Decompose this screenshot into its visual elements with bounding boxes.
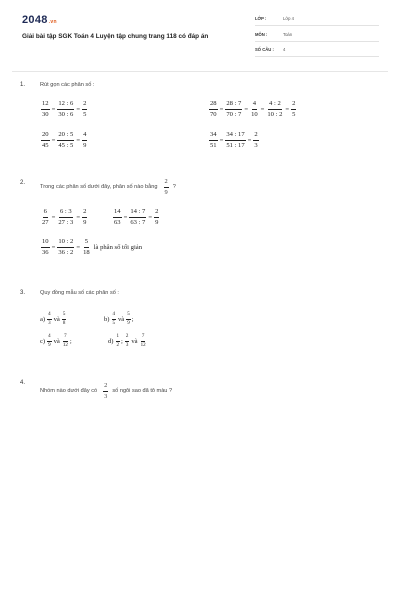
q3-item-b [104, 312, 134, 327]
equals-sign: = [247, 136, 252, 144]
equals-sign: = [244, 105, 249, 113]
denominator: 9 [83, 141, 87, 149]
numerator: 20 : 5 [57, 131, 74, 141]
conjunction: và [118, 315, 125, 323]
fraction [82, 100, 87, 118]
meta-class [255, 14, 379, 26]
q2-line-1 [40, 208, 88, 226]
q2-line-3 [40, 238, 92, 256]
denominator: 63 [114, 218, 121, 226]
denominator: 9 [83, 218, 87, 226]
fraction [47, 312, 52, 327]
denominator: 9 [155, 218, 159, 226]
fraction [253, 131, 258, 149]
numerator: 1 [116, 334, 121, 342]
equals-sign: = [219, 105, 224, 113]
numerator: 10 [41, 238, 50, 248]
numerator: 14 [113, 208, 122, 218]
question-4-number: 4. [20, 380, 26, 386]
question-3-text: Quy đồng mẫu số các phân số : [40, 290, 119, 296]
equals-sign: = [76, 213, 81, 221]
punctuation: ; [69, 337, 72, 345]
denominator: 5 [112, 320, 115, 326]
fraction [126, 312, 131, 327]
item-label: d) [108, 337, 114, 345]
numerator: 5 [126, 312, 131, 320]
question-2-text-row [40, 178, 176, 196]
denominator: 51 [210, 141, 217, 149]
denominator: 9 [164, 188, 168, 196]
item-label: a) [40, 315, 46, 323]
question-4-text-after: số ngôi sao đã tô màu ? [112, 388, 173, 394]
fraction [57, 100, 74, 118]
denominator: 8 [62, 320, 66, 326]
equals-sign: = [285, 105, 290, 113]
numerator: 34 : 17 [225, 131, 245, 141]
numerator: 12 [41, 100, 50, 110]
numerator: 5 [62, 312, 67, 320]
numerator: 2 [291, 100, 296, 110]
numerator: 4 [252, 100, 257, 110]
fraction [62, 334, 69, 349]
q3-item-c [40, 334, 72, 349]
numerator: 4 [47, 312, 52, 320]
q2-line-3-wrap [40, 238, 142, 256]
denominator: 12 [62, 342, 68, 348]
item-label: c) [40, 337, 46, 345]
denominator: 30 : 6 [58, 110, 74, 118]
fraction [116, 334, 121, 349]
numerator: 2 [125, 334, 130, 342]
numerator: 2 [103, 382, 108, 392]
meta-subject [255, 30, 379, 42]
fraction [266, 100, 283, 118]
numerator: 2 [154, 208, 159, 218]
page-title: Giải bài tập SGK Toán 4 Luyện tập chung trang 118 có đáp án [22, 33, 209, 40]
numerator: 20 [41, 131, 50, 141]
numerator: 14 : 7 [129, 208, 146, 218]
conjunction: và [53, 315, 60, 323]
q2-line-3-suffix: là phân số tối giản [93, 243, 143, 251]
conjunction: và [131, 337, 138, 345]
denominator: 45 [42, 141, 49, 149]
fraction [154, 208, 159, 226]
numerator: 7 [141, 334, 146, 342]
question-2-number: 2. [20, 180, 26, 186]
fraction [62, 312, 67, 327]
fraction [57, 131, 74, 149]
denominator: 9 [48, 342, 51, 348]
meta-value: Lớp 4 [283, 16, 294, 21]
q1-line-3 [40, 131, 88, 149]
numerator: 28 : 7 [225, 100, 242, 110]
q1-line-2 [208, 100, 297, 118]
q1-line-1 [40, 100, 88, 118]
denominator: 3 [254, 141, 258, 149]
denominator: 9 [127, 320, 130, 326]
fraction [41, 238, 50, 256]
denominator: 45 : 5 [58, 141, 74, 149]
equals-sign: = [123, 213, 128, 221]
denominator: 30 [42, 110, 49, 118]
logo-main: 2048 [22, 14, 48, 26]
header-divider [12, 71, 388, 72]
equals-sign: = [148, 213, 153, 221]
q4-fraction [103, 382, 108, 400]
equals-sign: = [76, 105, 81, 113]
fraction [57, 208, 74, 226]
denominator: 63 : 7 [130, 218, 146, 226]
numerator: 2 [82, 100, 87, 110]
denominator: 3 [48, 320, 51, 326]
punctuation: ; [131, 315, 134, 323]
site-logo[interactable] [22, 14, 57, 26]
equals-sign: = [260, 105, 265, 113]
q3-item-d [108, 334, 148, 349]
q3-item-a [40, 312, 67, 327]
fraction [140, 334, 147, 349]
numerator: 2 [253, 131, 258, 141]
fraction [291, 100, 296, 118]
meta-question-count [255, 45, 379, 57]
equals-sign: = [76, 136, 81, 144]
fraction [41, 208, 50, 226]
meta-key: SỐ CÂU : [255, 47, 274, 52]
question-1-number: 1. [20, 82, 26, 88]
q2-line-2 [112, 208, 160, 226]
meta-value: Toán [283, 32, 293, 37]
numerator: 34 [209, 131, 218, 141]
numerator: 12 : 6 [57, 100, 74, 110]
fraction [250, 100, 259, 118]
fraction [225, 131, 245, 149]
denominator: 5 [292, 110, 296, 118]
equals-sign: = [51, 243, 56, 251]
fraction [112, 312, 117, 327]
denominator: 10 : 2 [267, 110, 283, 118]
numerator: 2 [164, 178, 169, 188]
punctuation: ; [121, 337, 123, 345]
denominator: 18 [83, 248, 90, 256]
numerator: 7 [63, 334, 68, 342]
numerator: 4 : 2 [268, 100, 282, 110]
denominator: 51 : 17 [226, 141, 245, 149]
item-label: b) [104, 315, 110, 323]
denominator: 27 : 3 [58, 218, 74, 226]
fraction [225, 100, 242, 118]
numerator: 6 : 3 [59, 208, 73, 218]
fraction [209, 131, 218, 149]
fraction [129, 208, 146, 226]
meta-value: 4 [283, 47, 286, 52]
numerator: 4 [82, 131, 87, 141]
fraction [125, 334, 130, 349]
question-4-text-row [40, 382, 172, 400]
denominator: 5 [83, 110, 87, 118]
fraction [82, 208, 87, 226]
fraction [47, 334, 52, 349]
fraction [57, 238, 74, 256]
question-3-number: 3. [20, 290, 26, 296]
denominator: 70 [210, 110, 217, 118]
fraction [82, 131, 87, 149]
denominator: 3 [104, 392, 108, 400]
equals-sign: = [51, 136, 56, 144]
equals-sign: = [219, 136, 224, 144]
equals-sign: = [51, 105, 56, 113]
meta-key: MÔN : [255, 32, 268, 37]
numerator: 10 : 2 [57, 238, 74, 248]
logo-tld: .vn [48, 19, 57, 25]
denominator: 36 : 2 [58, 248, 74, 256]
fraction [209, 100, 218, 118]
denominator: 36 [42, 248, 49, 256]
question-mark: ? [172, 184, 176, 190]
numerator: 5 [84, 238, 89, 248]
question-4-text-before: Nhóm nào dưới đây có [40, 388, 98, 394]
equals-sign: = [51, 213, 56, 221]
q2-target-fraction [164, 178, 169, 196]
numerator: 4 [112, 312, 117, 320]
meta-key: LỚP : [255, 16, 267, 21]
question-1-text: Rút gọn các phân số : [40, 82, 95, 88]
numerator: 28 [209, 100, 218, 110]
fraction [82, 238, 91, 256]
conjunction: và [53, 337, 60, 345]
denominator: 70 : 7 [226, 110, 242, 118]
denominator: 27 [42, 218, 49, 226]
numerator: 4 [47, 334, 52, 342]
fraction [41, 131, 50, 149]
denominator: 10 [251, 110, 258, 118]
denominator: 12 [140, 342, 146, 348]
fraction [41, 100, 50, 118]
equals-sign: = [76, 243, 81, 251]
q1-line-4 [208, 131, 260, 149]
numerator: 6 [43, 208, 48, 218]
question-2-text: Trong các phân số dưới đây, phân số nào bằng [40, 184, 158, 190]
fraction [113, 208, 122, 226]
denominator: 3 [125, 342, 129, 348]
denominator: 2 [116, 342, 119, 348]
numerator: 2 [82, 208, 87, 218]
